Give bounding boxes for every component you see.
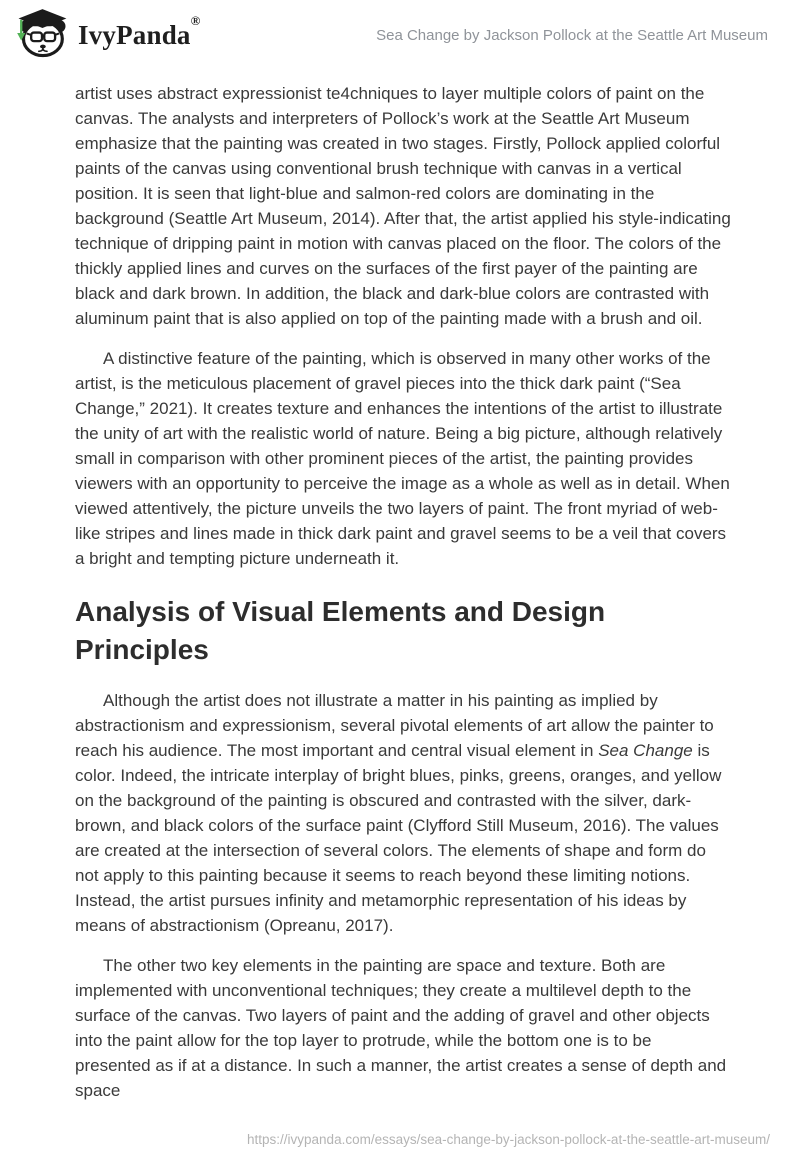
essay-body bbox=[0, 62, 800, 1103]
header bbox=[0, 0, 800, 62]
brand-name: IvyPanda® bbox=[78, 12, 201, 50]
document-title: Sea Change by Jackson Pollock at the Seattle Art Museum bbox=[376, 26, 768, 44]
paragraph-2: A distinctive feature of the painting, which is observed in many other works of the artist, is the meticulous placement of gravel pieces into the thick dark paint (“Sea Change,” 2021). It creates texture and enhances the intentions of the artist to illustrate the unity of art with the realistic world of nature. Being a big picture, although relatively small in comparison with other prominent pieces of the artist, the painting provides viewers with an opportunity to perceive the image as a whole as well as in detail. When viewed attentively, the picture unveils the two layers of paint. The front myriad of web-like stripes and lines made in thick dark paint and gravel seems to be a veil that covers a bright and tempting picture underneath it. bbox=[75, 349, 730, 568]
paragraph-1: artist uses abstract expressionist te4chniques to layer multiple colors of paint on the canvas. The analysts and interpreters of Pollock’s work at the Seattle Art Museum emphasize that the painting was created in two stages. Firstly, Pollock applied colorful paints of the canvas using conventional brush technique with canvas in a vertical position. It is seen that light-blue and salmon-red colors are dominating in the background (Seattle Art Museum, 2014). After that, the artist applied his style-indicating technique of dripping paint in motion with canvas placed on the floor. The colors of the thickly applied lines and curves on the surfaces of the first payer of the painting are black and dark brown. In addition, the black and dark-blue colors are contrasted with aluminum paint that is also applied on top of the painting made with a brush and oil. bbox=[75, 84, 731, 328]
work-title-italic: Sea Change bbox=[598, 741, 693, 760]
source-url-link[interactable]: https://ivypanda.com/essays/sea-change-by-jackson-pollock-at-the-seattle-art-museum/ bbox=[247, 1132, 770, 1147]
panda-graduation-cap-icon bbox=[14, 8, 70, 63]
paragraph-3-text: Although the artist does not illustrate a matter in his painting as implied by abstractionism and expressionism, several pivotal elements of art allow the painter to reach his audience. The most important and central visual element in bbox=[75, 691, 714, 760]
paragraph-3 bbox=[75, 688, 731, 938]
section-heading: Analysis of Visual Elements and Design Principles bbox=[75, 596, 606, 665]
paragraph-3-text-after: is color. Indeed, the intricate interplay of bright blues, pinks, greens, oranges, and yellow on the background of the painting is obscured and contrasted with the silver, dark-brown, and black colors of the surface paint (Clyfford Still Museum, 2016). The values are created at the intersection of several colors. The elements of shape and form do not apply to this painting because it seems to reach beyond these limiting notions. Instead, the artist pursues infinity and metamorphic representation of his ideas by means of abstractionism (Opreanu, 2017). bbox=[75, 741, 722, 935]
ivypanda-logo[interactable] bbox=[14, 8, 201, 63]
paragraph-4: The other two key elements in the painting are space and texture. Both are implemented with unconventional techniques; they create a multilevel depth to the surface of the canvas. Two layers of paint and the adding of gravel and other objects into the paint allow for the top layer to protrude, while the bottom one is to be presented as if at a distance. In such a manner, the artist creates a sense of depth and space bbox=[75, 956, 727, 1100]
registered-mark: ® bbox=[190, 12, 201, 28]
